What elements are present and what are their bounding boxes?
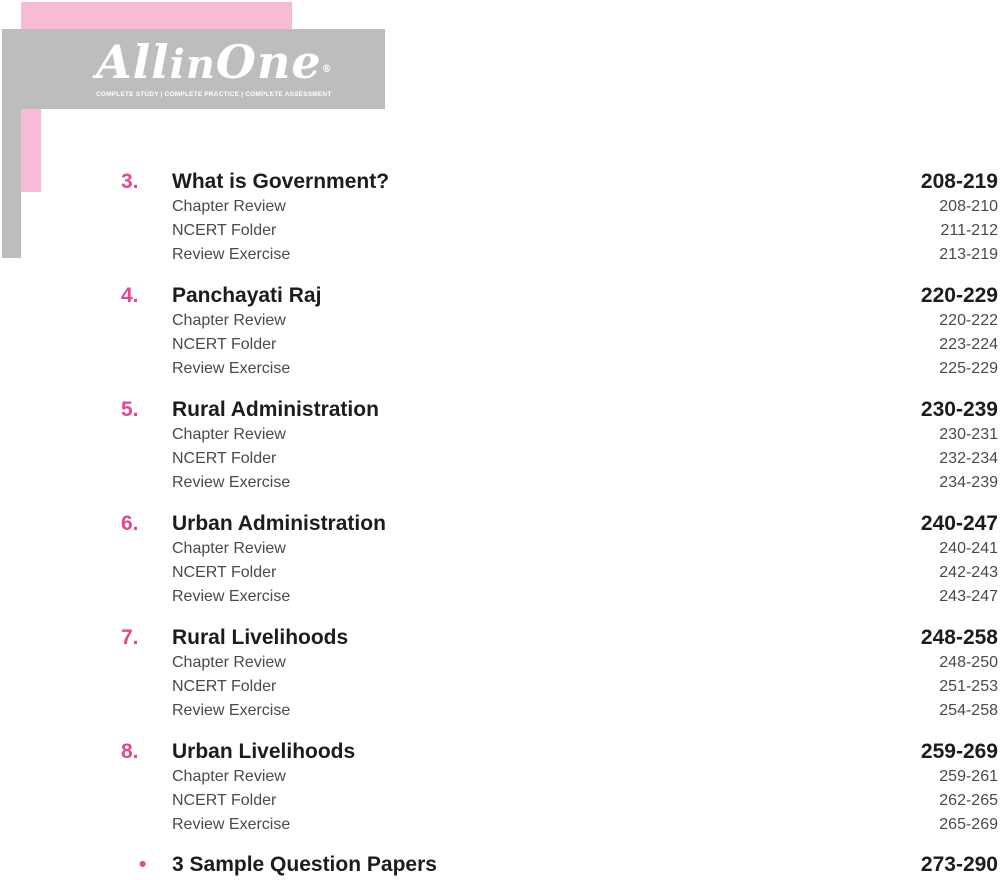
section-pages: 211-212 bbox=[940, 222, 998, 239]
section-label: NCERT Folder bbox=[172, 336, 277, 353]
chapter-number: 4. bbox=[121, 284, 139, 307]
chapter-title: Panchayati Raj bbox=[172, 284, 322, 307]
toc-section bbox=[0, 474, 1000, 498]
section-pages: 234-239 bbox=[939, 474, 998, 491]
section-label: NCERT Folder bbox=[172, 564, 277, 581]
section-pages: 240-241 bbox=[939, 540, 998, 557]
toc-section bbox=[0, 540, 1000, 564]
chapter-number: 3. bbox=[121, 170, 139, 193]
toc-section bbox=[0, 702, 1000, 726]
toc-section bbox=[0, 792, 1000, 816]
toc-section bbox=[0, 198, 1000, 222]
section-label: Review Exercise bbox=[172, 702, 291, 719]
decorative-pink-side-band bbox=[21, 108, 41, 192]
section-label: Chapter Review bbox=[172, 426, 286, 443]
section-pages: 251-253 bbox=[939, 678, 998, 695]
toc-section bbox=[0, 564, 1000, 588]
brand-logo-text: AllinOne® bbox=[96, 35, 333, 89]
bullet-icon: • bbox=[139, 853, 147, 876]
chapter-pages: 240-247 bbox=[920, 512, 998, 535]
brand-tagline: COMPLETE STUDY | COMPLETE PRACTICE | COMPLETE ASSESSMENT bbox=[96, 91, 332, 98]
section-label: Review Exercise bbox=[172, 360, 291, 377]
section-label: NCERT Folder bbox=[172, 792, 277, 809]
sample-papers-title: 3 Sample Question Papers bbox=[172, 853, 437, 876]
chapter-number: 6. bbox=[121, 512, 139, 535]
toc-section bbox=[0, 768, 1000, 792]
chapter-number: 7. bbox=[121, 626, 139, 649]
toc-section bbox=[0, 654, 1000, 678]
chapter-title: Rural Livelihoods bbox=[172, 626, 349, 649]
section-pages: 248-250 bbox=[939, 654, 998, 671]
toc-section bbox=[0, 426, 1000, 450]
section-label: Review Exercise bbox=[172, 474, 291, 491]
section-label: Review Exercise bbox=[172, 246, 291, 263]
chapter-number: 5. bbox=[121, 398, 139, 421]
decorative-pink-band bbox=[21, 2, 292, 30]
chapter-pages: 208-219 bbox=[920, 170, 998, 193]
section-pages: 242-243 bbox=[939, 564, 998, 581]
toc-section bbox=[0, 312, 1000, 336]
chapter-pages: 259-269 bbox=[920, 740, 998, 763]
brand-logo bbox=[96, 34, 366, 98]
chapter-number: 8. bbox=[121, 740, 139, 763]
section-label: Chapter Review bbox=[172, 312, 286, 329]
chapter-pages: 230-239 bbox=[920, 398, 998, 421]
section-label: Review Exercise bbox=[172, 588, 291, 605]
section-label: Review Exercise bbox=[172, 816, 291, 833]
section-pages: 225-229 bbox=[939, 360, 998, 377]
section-label: Chapter Review bbox=[172, 768, 286, 785]
section-label: Chapter Review bbox=[172, 654, 286, 671]
section-pages: 265-269 bbox=[939, 816, 998, 833]
section-label: NCERT Folder bbox=[172, 222, 277, 239]
section-pages: 230-231 bbox=[939, 426, 998, 443]
toc-section bbox=[0, 336, 1000, 360]
section-pages: 220-222 bbox=[939, 312, 998, 329]
toc-section bbox=[0, 450, 1000, 474]
chapter-pages: 220-229 bbox=[920, 284, 998, 307]
toc-section bbox=[0, 816, 1000, 840]
toc-section bbox=[0, 678, 1000, 702]
section-pages: 262-265 bbox=[939, 792, 998, 809]
toc-section bbox=[0, 246, 1000, 270]
toc-section bbox=[0, 222, 1000, 246]
section-pages: 259-261 bbox=[939, 768, 998, 785]
section-pages: 254-258 bbox=[939, 702, 998, 719]
toc-section bbox=[0, 588, 1000, 612]
section-pages: 208-210 bbox=[939, 198, 998, 215]
chapter-title: Urban Administration bbox=[172, 512, 386, 535]
sample-papers-pages: 273-290 bbox=[920, 853, 998, 876]
section-pages: 213-219 bbox=[939, 246, 998, 263]
chapter-pages: 248-258 bbox=[920, 626, 998, 649]
section-pages: 243-247 bbox=[939, 588, 998, 605]
chapter-title: Rural Administration bbox=[172, 398, 379, 421]
section-label: Chapter Review bbox=[172, 540, 286, 557]
chapter-title: What is Government? bbox=[172, 170, 390, 193]
section-pages: 223-224 bbox=[939, 336, 998, 353]
chapter-title: Urban Livelihoods bbox=[172, 740, 356, 763]
section-label: Chapter Review bbox=[172, 198, 286, 215]
section-pages: 232-234 bbox=[939, 450, 998, 467]
section-label: NCERT Folder bbox=[172, 450, 277, 467]
toc-section bbox=[0, 360, 1000, 384]
section-label: NCERT Folder bbox=[172, 678, 277, 695]
